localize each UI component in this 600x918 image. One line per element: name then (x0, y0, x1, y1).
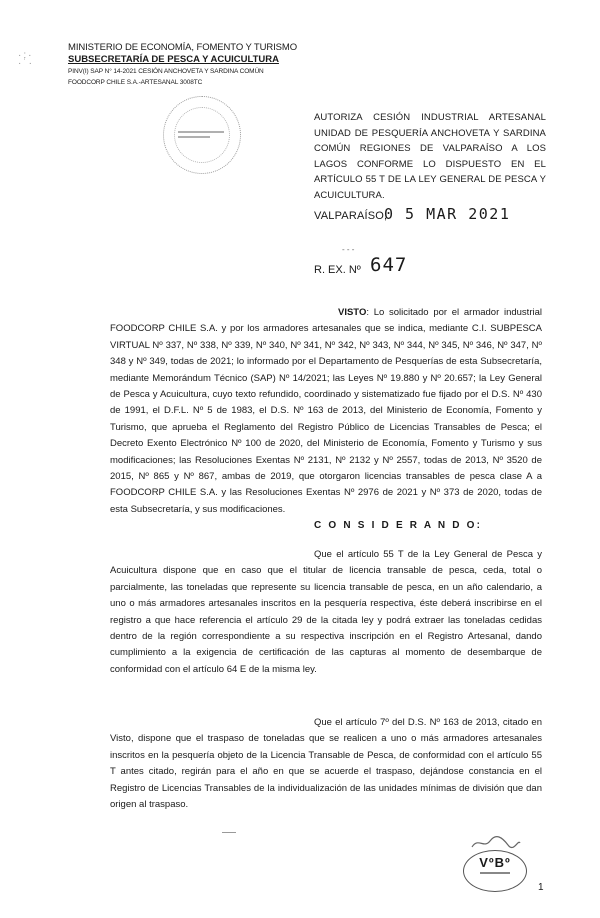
resolution-number: 647 (370, 254, 408, 276)
date-stamp: 0 5 MAR 2021 (384, 205, 511, 223)
seal-inner-text (178, 128, 224, 140)
reference-line: PINV(I) SAP N° 14-2021 CESIÓN ANCHOVETA Y SARDINA COMÚN (68, 68, 264, 75)
resolution-subject: AUTORIZA CESIÓN INDUSTRIAL ARTESANAL UNIDAD DE PESQUERÍA ANCHOVETA Y SARDINA COMÚN REGIONES DE VALPARAÍSO A LOS LAGOS CONFORME LO DISPUESTO EN EL ARTÍCULO 55 T DE LA LEY GENERAL DE PESCA Y ACUICULTURA. (314, 112, 546, 201)
tick-marks: - - - (342, 245, 355, 254)
visto-text: : Lo solicitado por el armador industrial FOODCORP CHILE S.A. y por los armadores artesanales que se indica, mediante C.I. SUBPESCA VIRTUAL Nº 337, Nº 338, Nº 339, Nº 340, Nº 341, Nº 342, Nº 343, Nº 344, Nº 345, Nº 346, Nº 347, Nº 348 y Nº 349, todas de 2021; lo informado por el Departamento de Pesquerías de esta Subsecretaría, mediante Memorándum Técnico (SAP) Nº 14/2021; las Leyes Nº 19.880 y Nº 20.657; la Ley General de Pesca y Acuicultura, cuyo texto refundido, coordinado y sistematizado fue fijado por el D.S. Nº 430 de 1991, el D.F.L. Nº 5 de 1983, el D.S. Nº 163 de 2013, del Ministerio de Economía, Fomento y Turismo, que aprueba el Reglamento del Registro Público de Licencias Transables de Pesca; el Decreto Exento Electrónico Nº 100 de 2020, del Ministerio de Economía, Fomento y Turismo y sus modificaciones; las Resoluciones Exentas Nº 2131, Nº 2132 y Nº 2557, todas de 2013, Nº 3520 de 2015, Nº 865 y Nº 867, ambas de 2019, que otorgaron licencias transables de pesca clase A a FOODCORP CHILE S.A. y las Resoluciones Exentas Nº 2976 de 2021 y Nº 373 de 2020, todas de esta Subsecretaría, y sus modificaciones. (110, 307, 542, 515)
ministry-name: MINISTERIO DE ECONOMÍA, FOMENTO Y TURISMO (68, 42, 298, 53)
page-number: 1 (538, 882, 544, 893)
city-label: VALPARAÍSO, (314, 210, 388, 222)
visto-label: VISTO (338, 307, 367, 318)
company-line: FOODCORP CHILE S.A.-ARTESANAL 3008TC (68, 79, 203, 86)
resolution-label: R. EX. Nº (314, 264, 361, 276)
visto-paragraph (110, 305, 542, 518)
considerando-heading: C O N S I D E R A N D O: (314, 520, 483, 531)
subsecretaria-name: SUBSECRETARÍA DE PESCA Y ACUICULTURA (68, 54, 279, 65)
margin-marks: ·:· ·˙· (18, 50, 34, 69)
visto-bueno-stamp (463, 850, 527, 892)
considerando-paragraph-1: Que el artículo 55 T de la Ley General de Pesca y Acuicultura dispone que en caso que el titular de licencia transable de pesca, ceda, total o parcialmente, las toneladas que represente su licencia transable de pesca, en un año calendario, a uno o más armadores artesanales inscritos en la pesquería respectiva, éste deberá inscribirse en el registro a que hace referencia el artículo 29 de la citada ley y podrá extraer las toneladas cedidas dentro de la región correspondiente a su respectiva inscripción en el Registro Artesanal, dando cumplimiento a la exigencia de certificación de las capturas al momento de desembarque de conformidad con el artículo 64 E de la misma ley. (110, 549, 542, 675)
signature-scribble (470, 835, 522, 851)
visto-bueno-text: VºBº (479, 855, 511, 870)
considerando-paragraph-2: Que el artículo 7º del D.S. Nº 163 de 2013, citado en Visto, dispone que el traspaso de toneladas que se realicen a uno o más armadores artesanales inscritos en la pesquería objeto de la Licencia Transable de Pesca, de conformidad con el artículo 55 T antes citado, regirán para el año en que se acuerde el traspaso, dejándose constancia en el Registro de Licencias Transables de la individualización de las unidades mínimas de división que dan origen al traspaso. (110, 717, 542, 811)
letterhead (68, 42, 308, 88)
separator-mark (222, 832, 236, 833)
